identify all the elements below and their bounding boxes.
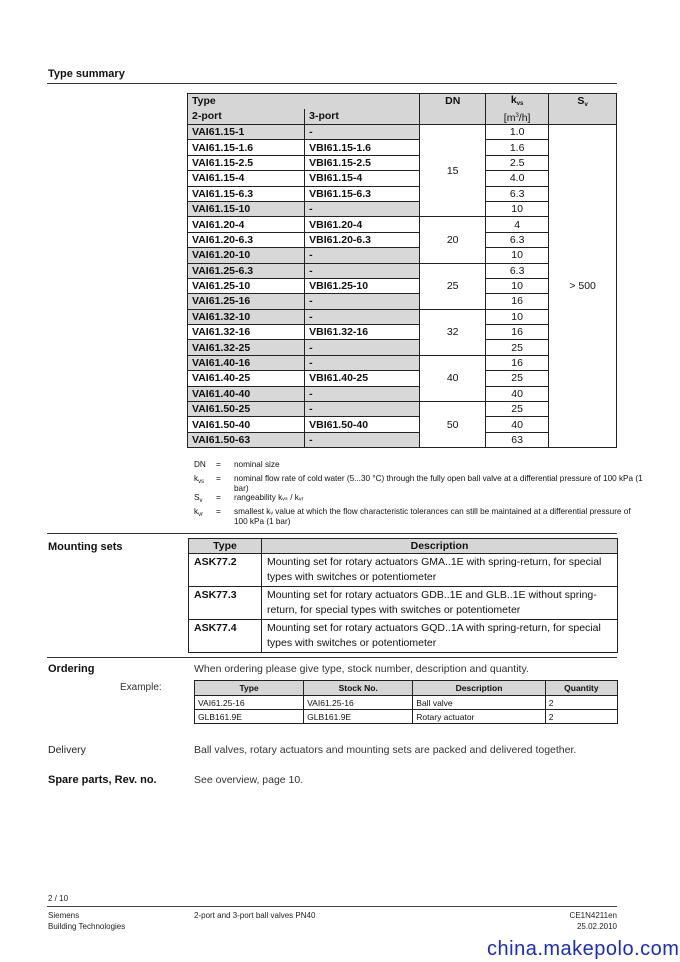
legend-symbol-main: S xyxy=(194,493,200,503)
three-port-type: VBI61.40-25 xyxy=(305,371,420,386)
three-port-type: VBI61.20-6.3 xyxy=(305,232,420,247)
legend xyxy=(194,460,644,527)
three-port-type: VBI61.15-4 xyxy=(305,171,420,186)
section-divider xyxy=(47,83,617,84)
two-port-type: VAI61.50-63 xyxy=(188,432,305,447)
legend-item xyxy=(194,474,644,494)
kvs-value: 40 xyxy=(486,417,549,432)
kvs-value: 4 xyxy=(486,217,549,232)
two-port-type: VAI61.32-25 xyxy=(188,340,305,355)
three-port-header: 3-port xyxy=(305,109,420,125)
mounting-description: Mounting set for rotary actuators GQD..1A with spring-return, for special types with switches or potentiometer xyxy=(262,620,618,653)
mounting-row xyxy=(189,620,618,653)
legend-symbol xyxy=(194,507,216,527)
ordering-cell: Rotary actuator xyxy=(413,710,546,724)
kvs-value: 4.0 xyxy=(486,171,549,186)
two-port-type: VAI61.20-4 xyxy=(188,217,305,232)
dn-value: 40 xyxy=(420,355,486,401)
mounting-type: ASK77.2 xyxy=(189,554,262,587)
legend-symbol-sub: vr xyxy=(198,512,204,519)
three-port-type: - xyxy=(305,309,420,324)
mounting-sets-title: Mounting sets xyxy=(48,541,123,553)
kvs-value: 16 xyxy=(486,294,549,309)
dn-value: 25 xyxy=(420,263,486,309)
three-port-type: - xyxy=(305,402,420,417)
kvs-value: 25 xyxy=(486,371,549,386)
sv-symbol: S xyxy=(577,95,585,107)
ordering-row xyxy=(195,710,618,724)
page-number: 2 / 10 xyxy=(48,894,69,903)
two-port-type: VAI61.15-10 xyxy=(188,201,305,216)
two-port-type: VAI61.25-16 xyxy=(188,294,305,309)
two-port-type: VAI61.50-25 xyxy=(188,402,305,417)
legend-item xyxy=(194,460,644,474)
legend-symbol xyxy=(194,493,216,507)
legend-symbol-main: DN xyxy=(194,460,206,469)
three-port-type: VBI61.15-6.3 xyxy=(305,186,420,201)
dn-value: 20 xyxy=(420,217,486,263)
two-port-type: VAI61.40-25 xyxy=(188,371,305,386)
kvs-symbol: k xyxy=(510,94,517,106)
legend-equals: = xyxy=(216,460,221,469)
legend-symbol-main: k xyxy=(194,473,199,483)
ordering-cell: 2 xyxy=(545,696,617,710)
two-port-type: VAI61.40-40 xyxy=(188,386,305,401)
three-port-type: - xyxy=(305,355,420,370)
kvs-value: 16 xyxy=(486,355,549,370)
kvs-value: 10 xyxy=(486,278,549,293)
two-port-type: VAI61.15-6.3 xyxy=(188,186,305,201)
ordering-cell: Ball valve xyxy=(413,696,546,710)
company-line2: Building Technologies xyxy=(48,922,126,931)
legend-text: nominal flow rate of cold water (5...30 °C) through the fully open ball valve at a differential pressure of 100 kPa (1 bar) xyxy=(234,473,643,493)
footer-divider xyxy=(47,906,617,907)
mounting-type: ASK77.3 xyxy=(189,587,262,620)
sv-value: > 500 xyxy=(549,125,617,448)
ordering-cell: 2 xyxy=(545,710,617,724)
two-port-type: VAI61.32-16 xyxy=(188,325,305,340)
ordering-cell: GLB161.9E xyxy=(304,710,413,724)
kvs-value: 1.0 xyxy=(486,125,549,140)
three-port-type: - xyxy=(305,294,420,309)
legend-text: smallest kᵥ value at which the flow characteristic tolerances can still be maintained at a differential pressure of 100 kPa (1 bar) xyxy=(234,507,631,526)
ordering-cell: VAI61.25-16 xyxy=(304,696,413,710)
type-summary-title: Type summary xyxy=(48,68,125,80)
dn-value: 15 xyxy=(420,125,486,217)
three-port-type: VBI61.15-1.6 xyxy=(305,140,420,155)
kvs-value: 10 xyxy=(486,248,549,263)
two-port-type: VAI61.25-10 xyxy=(188,278,305,293)
document-number: CE1N4211en xyxy=(569,911,617,920)
legend-symbol xyxy=(194,460,216,474)
legend-equals: = xyxy=(216,493,221,503)
mounting-row xyxy=(189,554,618,587)
dn-header: DN xyxy=(420,94,486,125)
two-port-type: VAI61.15-4 xyxy=(188,171,305,186)
kvs-subscript: vs xyxy=(516,101,524,107)
two-port-type: VAI61.15-1 xyxy=(188,125,305,140)
type-row xyxy=(188,125,617,140)
ordering-row xyxy=(195,696,618,710)
kvs-unit-sup: 3 xyxy=(515,113,519,119)
dn-value: 50 xyxy=(420,402,486,448)
two-port-type: VAI61.15-2.5 xyxy=(188,155,305,170)
delivery-text: Ball valves, rotary actuators and mounting sets are packed and delivered together. xyxy=(194,744,577,756)
mounting-description: Mounting set for rotary actuators GMA..1E with spring-return, for special types with switches or potentiometer xyxy=(262,554,618,587)
two-port-type: VAI61.25-6.3 xyxy=(188,263,305,278)
two-port-type: VAI61.40-16 xyxy=(188,355,305,370)
three-port-type: - xyxy=(305,201,420,216)
section-divider xyxy=(47,533,617,534)
company-line1: Siemens xyxy=(48,911,80,920)
two-port-type: VAI61.20-6.3 xyxy=(188,232,305,247)
three-port-type: - xyxy=(305,248,420,263)
type-header: Type xyxy=(188,94,420,109)
mounting-row xyxy=(189,587,618,620)
legend-symbol-sub: vs xyxy=(198,478,205,485)
kvs-value: 40 xyxy=(486,386,549,401)
three-port-type: VBI61.25-10 xyxy=(305,278,420,293)
kvs-value: 63 xyxy=(486,432,549,447)
three-port-type: - xyxy=(305,263,420,278)
kvs-value: 6.3 xyxy=(486,232,549,247)
two-port-header: 2-port xyxy=(188,109,305,125)
three-port-type: - xyxy=(305,125,420,140)
spare-parts-title: Spare parts, Rev. no. xyxy=(48,774,157,786)
kvs-value: 10 xyxy=(486,309,549,324)
ordering-col-header: Description xyxy=(413,681,546,696)
three-port-type: VBI61.15-2.5 xyxy=(305,155,420,170)
three-port-type: - xyxy=(305,386,420,401)
mounting-sets-table xyxy=(188,538,618,653)
ordering-cell: VAI61.25-16 xyxy=(195,696,304,710)
kvs-value: 25 xyxy=(486,402,549,417)
kvs-value: 25 xyxy=(486,340,549,355)
mounting-desc-header: Description xyxy=(262,539,618,554)
legend-item xyxy=(194,493,644,507)
two-port-type: VAI61.20-10 xyxy=(188,248,305,263)
three-port-type: VBI61.20-4 xyxy=(305,217,420,232)
three-port-type: - xyxy=(305,432,420,447)
ordering-intro: When ordering please give type, stock number, description and quantity. xyxy=(194,663,529,675)
legend-text: nominal size xyxy=(234,460,280,469)
kvs-value: 6.3 xyxy=(486,186,549,201)
two-port-type: VAI61.32-10 xyxy=(188,309,305,324)
legend-equals: = xyxy=(216,507,221,517)
sv-header xyxy=(549,94,617,125)
kvs-value: 1.6 xyxy=(486,140,549,155)
legend-item xyxy=(194,507,644,527)
delivery-title: Delivery xyxy=(48,744,86,756)
three-port-type: - xyxy=(305,340,420,355)
dn-value: 32 xyxy=(420,309,486,355)
section-divider xyxy=(47,657,617,658)
two-port-type: VAI61.15-1.6 xyxy=(188,140,305,155)
three-port-type: VBI61.32-16 xyxy=(305,325,420,340)
type-summary-table xyxy=(187,93,617,448)
example-label: Example: xyxy=(120,682,162,693)
legend-symbol-sub: v xyxy=(199,498,203,505)
ordering-col-header: Type xyxy=(195,681,304,696)
two-port-type: VAI61.50-40 xyxy=(188,417,305,432)
ordering-example-table xyxy=(194,680,618,724)
kvs-value: 10 xyxy=(486,201,549,216)
three-port-type: VBI61.50-40 xyxy=(305,417,420,432)
mounting-description: Mounting set for rotary actuators GDB..1E and GLB..1E without spring-return, for special types with switches or potentiometer xyxy=(262,587,618,620)
kvs-value: 6.3 xyxy=(486,263,549,278)
document-title: 2-port and 3-port ball valves PN40 xyxy=(194,911,316,920)
kvs-header xyxy=(486,94,549,125)
kvs-value: 2.5 xyxy=(486,155,549,170)
legend-equals: = xyxy=(216,473,221,483)
ordering-col-header: Quantity xyxy=(545,681,617,696)
sv-subscript: v xyxy=(584,102,588,108)
kvs-value: 16 xyxy=(486,325,549,340)
legend-text: rangeability kᵥₛ / kᵥᵣ xyxy=(234,493,304,503)
kvs-unit-post: /h] xyxy=(518,112,531,124)
document-date: 25.02.2010 xyxy=(576,922,617,931)
kvs-unit-pre: [m xyxy=(503,112,516,124)
legend-symbol xyxy=(194,474,216,494)
mounting-type: ASK77.4 xyxy=(189,620,262,653)
legend-symbol-main: k xyxy=(194,507,199,517)
ordering-cell: GLB161.9E xyxy=(195,710,304,724)
mounting-type-header: Type xyxy=(189,539,262,554)
spare-parts-text: See overview, page 10. xyxy=(194,774,304,786)
ordering-col-header: Stock No. xyxy=(304,681,413,696)
watermark-text: china.makepolo.com xyxy=(487,938,680,960)
ordering-title: Ordering xyxy=(48,663,95,675)
